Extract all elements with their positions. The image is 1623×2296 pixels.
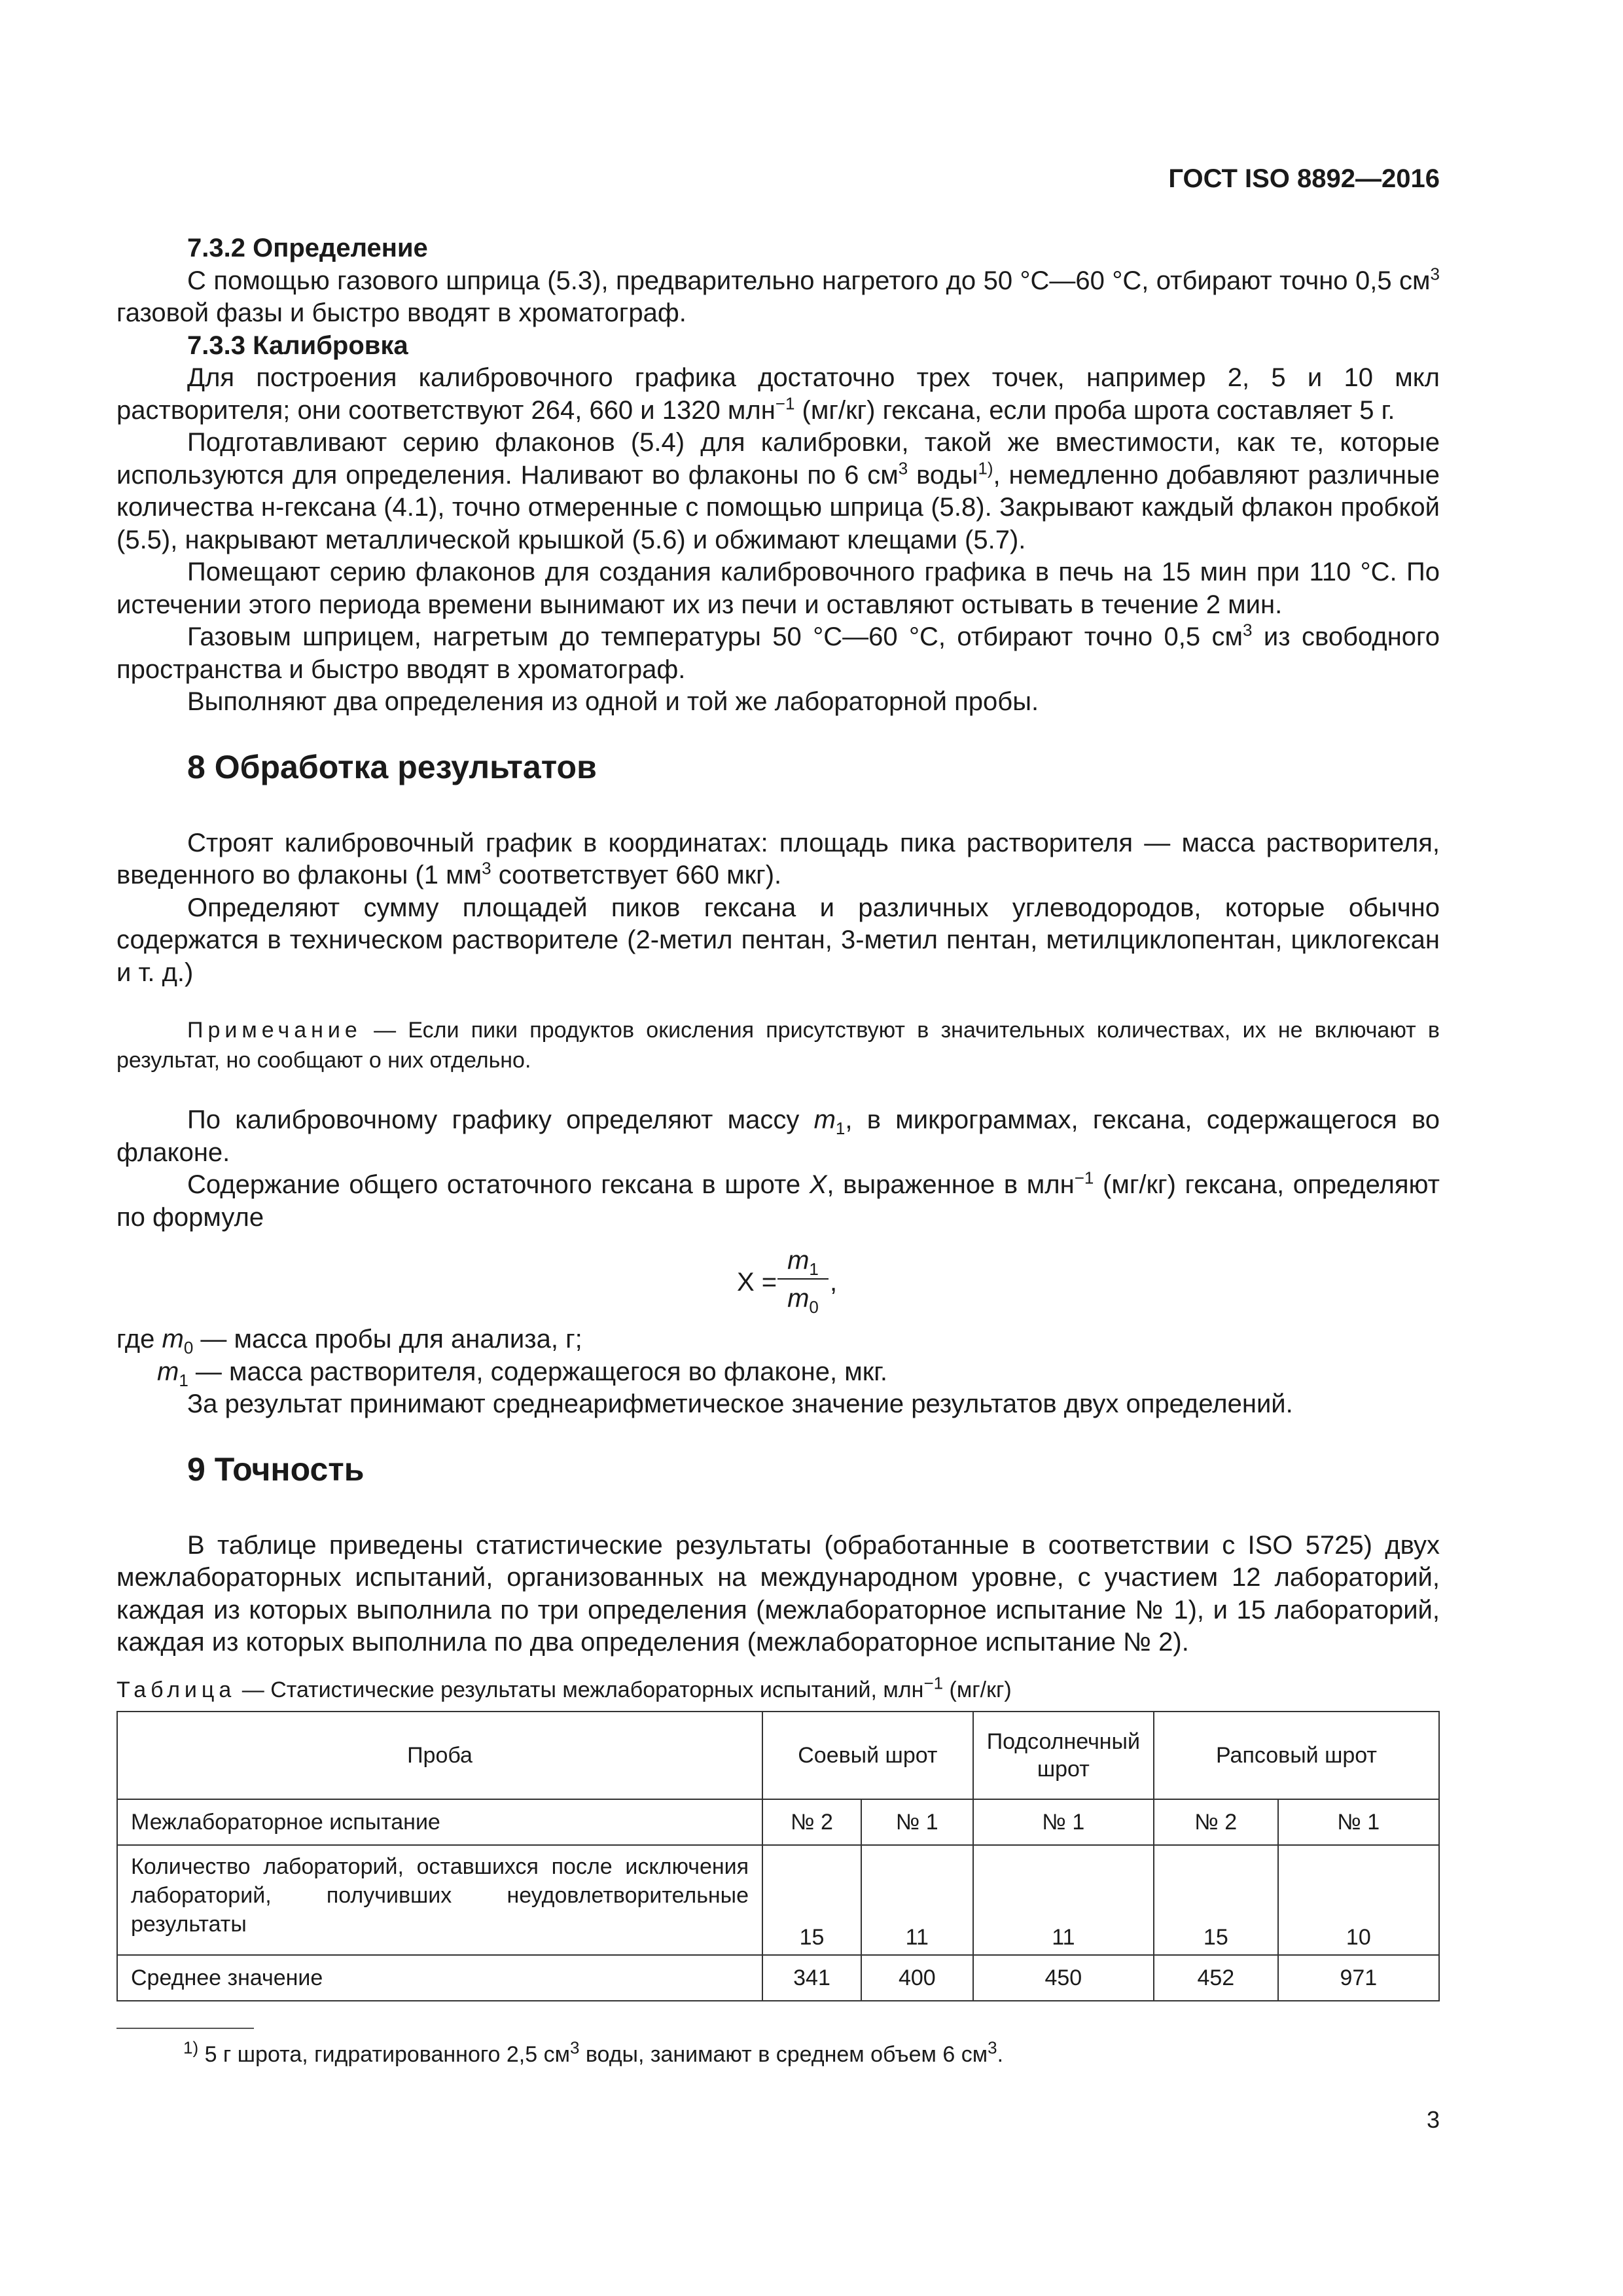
footnote-separator	[116, 2028, 254, 2029]
table-cell: 341	[762, 1955, 861, 2001]
note: Примечание — Если пики продуктов окисления присутствуют в значительных количествах, их не включают в результат, но сообщают о них отдельно.	[116, 1018, 1440, 1073]
footnote-reference: 1)	[978, 458, 993, 478]
table-cell: 971	[1278, 1955, 1439, 2001]
table-cell: 11	[973, 1845, 1154, 1955]
formula-lhs: X =	[737, 1268, 777, 1297]
paragraph: Газовым шприцем, нагретым до температуры 50 °С—60 °С, отбирают точно 0,5 $см^3$ из свободного пространства и быстро вводят в хроматограф.	[116, 620, 1440, 684]
paragraph: С помощью газового шприца (5.3), предварительно нагретого до 50 °С—60 °С, отбирают точно 0,5 $см^3$ газовой фазы и быстро вводят в хроматограф.	[116, 264, 1440, 327]
paragraph: В таблице приведены статистические результаты (обработанные в соответствии с ISO 5725) двух межлабораторных испытаний, организованных на международном уровне, с участием 12 лабораторий, каждая из которых выполнила по три определения (межлабораторное испытание № 1), и 15 лабораторий, каждая из которых выполнила по два определения (межлабораторное испытание № 2).	[116, 1530, 1440, 1657]
table-cell: 15	[1154, 1845, 1278, 1955]
table-cell: № 2	[1154, 1799, 1278, 1845]
section-title-8: 8 Обработка результатов	[187, 748, 597, 785]
table-cell: № 2	[762, 1799, 861, 1845]
section-title-9: 9 Точность	[187, 1450, 365, 1488]
table-header-cell: Соевый шрот	[762, 1712, 973, 1799]
table-row	[117, 1845, 1439, 1955]
paragraph: Подготавливают серию флаконов (5.4) для калибровки, такой же вместимости, как те, которые используются для определения. Наливают во флаконы по 6 $см^3$ воды$^{1)}$, немедленно добавляют различные количества н-гексана (4.1), точно отмеренные с помощью шприца (5.8). Закрывают каждый флакон пробкой (5.5), накрывают металлической крышкой (5.6) и обжимают клещами (5.7).	[116, 428, 1440, 554]
footnote-mark: 1)	[183, 2037, 199, 2058]
body-text	[116, 232, 1440, 1659]
paragraph: По калибровочному графику определяют массу $m_1$, в микрограммах, гексана, содержащегося во флаконе.	[116, 1105, 1440, 1167]
paragraph: За результат принимают среднеарифметическое значение результатов двух определений.	[187, 1390, 1293, 1418]
footnote: $^{1)}$ 5 г шрота, гидратированного 2,5 $см^3$ воды, занимают в среднем объем 6 $см^3$.	[183, 2037, 1004, 2067]
table-row	[117, 1955, 1439, 2001]
table-cell: № 1	[973, 1799, 1154, 1845]
paragraph: Определяют сумму площадей пиков гексана и различных углеводородов, которые обычно содержатся в техническом растворителе (2-метил пентан, 3-метил пентан, метилциклопентан, циклогексан и т. д.)	[116, 893, 1440, 987]
table-caption-label: Таблица	[116, 1677, 236, 1702]
table-cell: 11	[861, 1845, 973, 1955]
document-code-header: ГОСТ ISO 8892—2016	[1168, 164, 1440, 193]
table-cell: № 1	[861, 1799, 973, 1845]
formula-comma: ,	[830, 1268, 838, 1297]
page-number: 3	[1426, 2106, 1440, 2133]
table-cell: № 1	[1278, 1799, 1439, 1845]
variable-definition: $m_1$ — масса растворителя, содержащегося во флаконе, мкг.	[157, 1357, 888, 1390]
table-row-label: Межлабораторное испытание	[117, 1799, 762, 1845]
paragraph: Помещают серию флаконов для создания калибровочного графика в печь на 15 мин при 110 °С. По истечении этого периода времени вынимают их из печи и оставляют остывать в течение 2 мин.	[116, 558, 1440, 619]
table-cell: 452	[1154, 1955, 1278, 2001]
table-header-cell: Подсолнечный шрот	[973, 1712, 1154, 1799]
paragraph: Содержание общего остаточного гексана в шроте X, выраженное в млн$^{-1}$ (мг/кг) гексана, определяют по формуле	[116, 1168, 1440, 1232]
statistics-table	[116, 1711, 1440, 2001]
table-caption: Таблица — Статистические результаты межлабораторных испытаний, млн$^{-1}$ (мг/кг)	[116, 1673, 1012, 1702]
formula-denominator: $m_0$	[787, 1284, 819, 1317]
table-row-label: Среднее значение	[117, 1955, 762, 2001]
table-row	[117, 1799, 1439, 1845]
paragraph: Строят калибровочный график в координатах: площадь пика растворителя — масса растворителя, введенного во флаконы (1 $мм^3$ соответствует 660 мкг).	[116, 828, 1440, 889]
paragraph: Для построения калибровочного графика достаточно трех точек, например 2, 5 и 10 мкл растворителя; они соответствуют 264, 660 и 1320 млн$^{-1}$ (мг/кг) гексана, если проба шрота составляет 5 г.	[116, 363, 1440, 425]
subsection-heading-7-3-3: 7.3.3 Калибровка	[187, 331, 408, 360]
fraction-bar	[777, 1278, 829, 1280]
table-header-cell: Рапсовый шрот	[1154, 1712, 1439, 1799]
note-label: Примечание	[187, 1018, 362, 1043]
subsection-heading-7-3-2: 7.3.2 Определение	[187, 234, 428, 262]
table-cell: 400	[861, 1955, 973, 2001]
table-cell: 450	[973, 1955, 1154, 2001]
table-cell: 10	[1278, 1845, 1439, 1955]
variable-definition: где $m_0$ — масса пробы для анализа, г;	[116, 1325, 582, 1357]
formula-fraction	[777, 1244, 829, 1315]
formula	[116, 1244, 1440, 1319]
formula-numerator: $m_1$	[787, 1246, 819, 1279]
paragraph: Выполняют два определения из одной и той же лабораторной пробы.	[187, 687, 1039, 716]
table-cell: 15	[762, 1845, 861, 1955]
table-header-cell: Проба	[117, 1712, 762, 1799]
table-row-label: Количество лабораторий, оставшихся после исключения лабораторий, получивших неудовлетворительные результаты	[117, 1845, 762, 1955]
